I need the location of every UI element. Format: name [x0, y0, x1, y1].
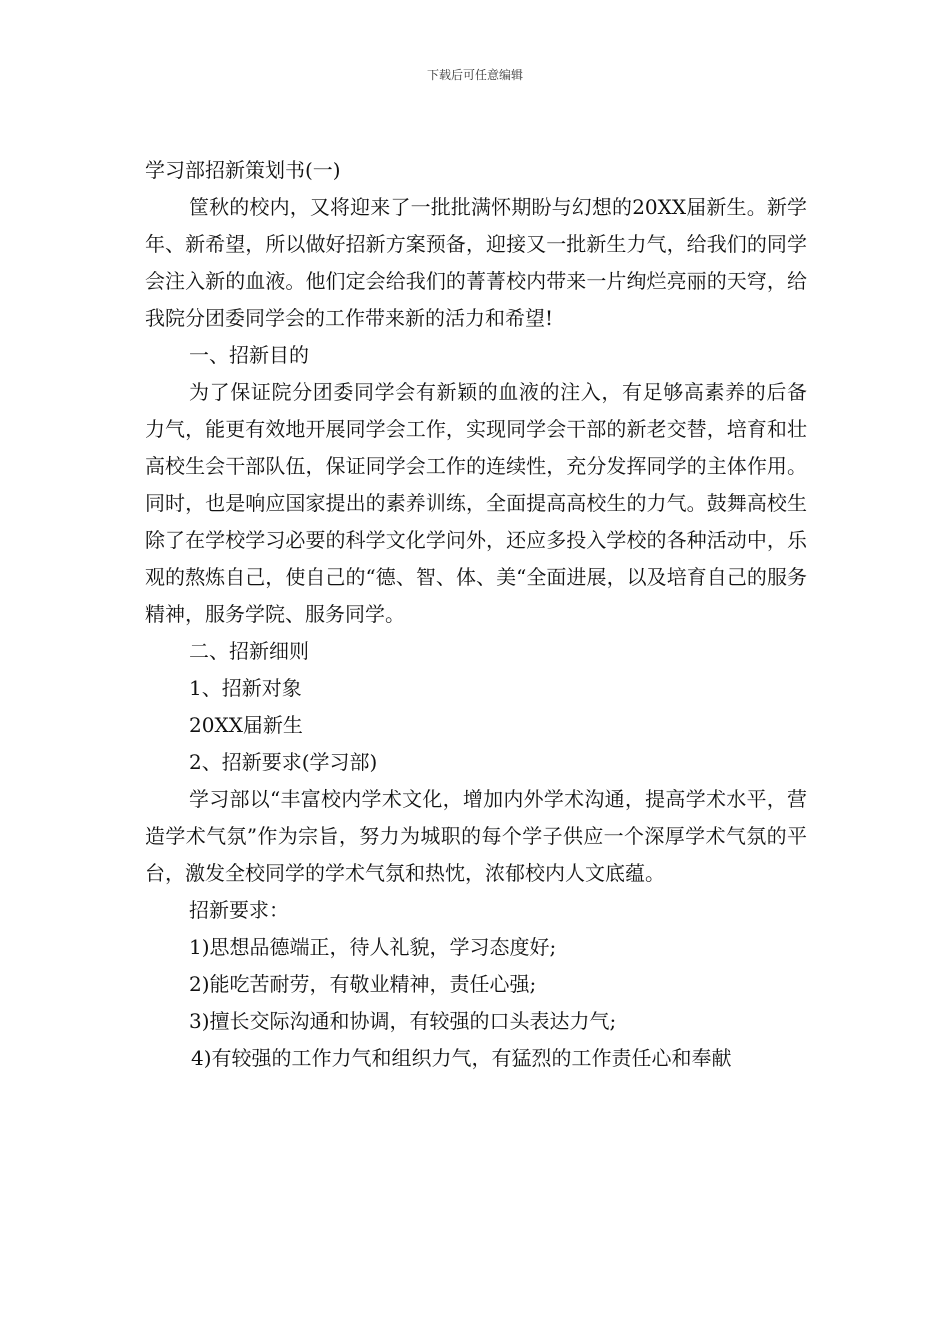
item1-heading: 1、招新对象 [189, 676, 302, 700]
section1-heading: 一、招新目的 [189, 343, 309, 367]
requirement-item: 4)有较强的工作力气和组织力气，有猛烈的工作责任心和奉献 [191, 1046, 732, 1070]
item2-paragraph: 学习部以“丰富校内学术文化，增加内外学术沟通，提高学术水平，营造学术气氛”作为宗旨，努力为城职的每个学子供应一个深厚学术气氛的平台，激发全校同学的学术气氛和热忱，浓郁校内人文底蕴。 [145, 787, 807, 885]
requirement-item: 1)思想品德端正，待人礼貌，学习态度好; [189, 935, 557, 959]
document-title: 学习部招新策划书(一) [145, 158, 341, 182]
item1-body: 20XX届新生 [189, 713, 303, 737]
section1-paragraph: 为了保证院分团委同学会有新颖的血液的注入，有足够高素养的后备力气，能更有效地开展同学会工作，实现同学会干部的新老交替，培育和壮高校生会干部队伍，保证同学会工作的连续性，充分发挥同学的主体作用。同时，也是响应国家提出的素养训练，全面提高高校生的力气。鼓舞高校生除了在学校学习必要的科学文化学问外，还应多投入学校的各种活动中，乐观的熬炼自己，使自己的“德、智、体、美“全面进展，以及培育自己的服务精神，服务学院、服务同学。 [145, 380, 807, 626]
document-body [145, 152, 807, 1077]
item2-heading: 2、招新要求(学习部) [189, 750, 378, 774]
requirements-heading: 招新要求： [189, 898, 289, 922]
requirement-item: 3)擅长交际沟通和协调，有较强的口头表达力气; [189, 1009, 617, 1033]
page-header: 下载后可任意编辑 [426, 68, 523, 82]
requirement-item: 2)能吃苦耐劳，有敬业精神，责任心强; [189, 972, 537, 996]
intro-paragraph: 筐秋的校内，又将迎来了一批批满怀期盼与幻想的20XX届新生。新学年、新希望，所以做好招新方案预备，迎接又一批新生力气，给我们的同学会注入新的血液。他们定会给我们的菁菁校内带来一片绚烂亮丽的天穹，给我院分团委同学会的工作带来新的活力和希望! [145, 195, 807, 330]
section2-heading: 二、招新细则 [189, 639, 309, 663]
